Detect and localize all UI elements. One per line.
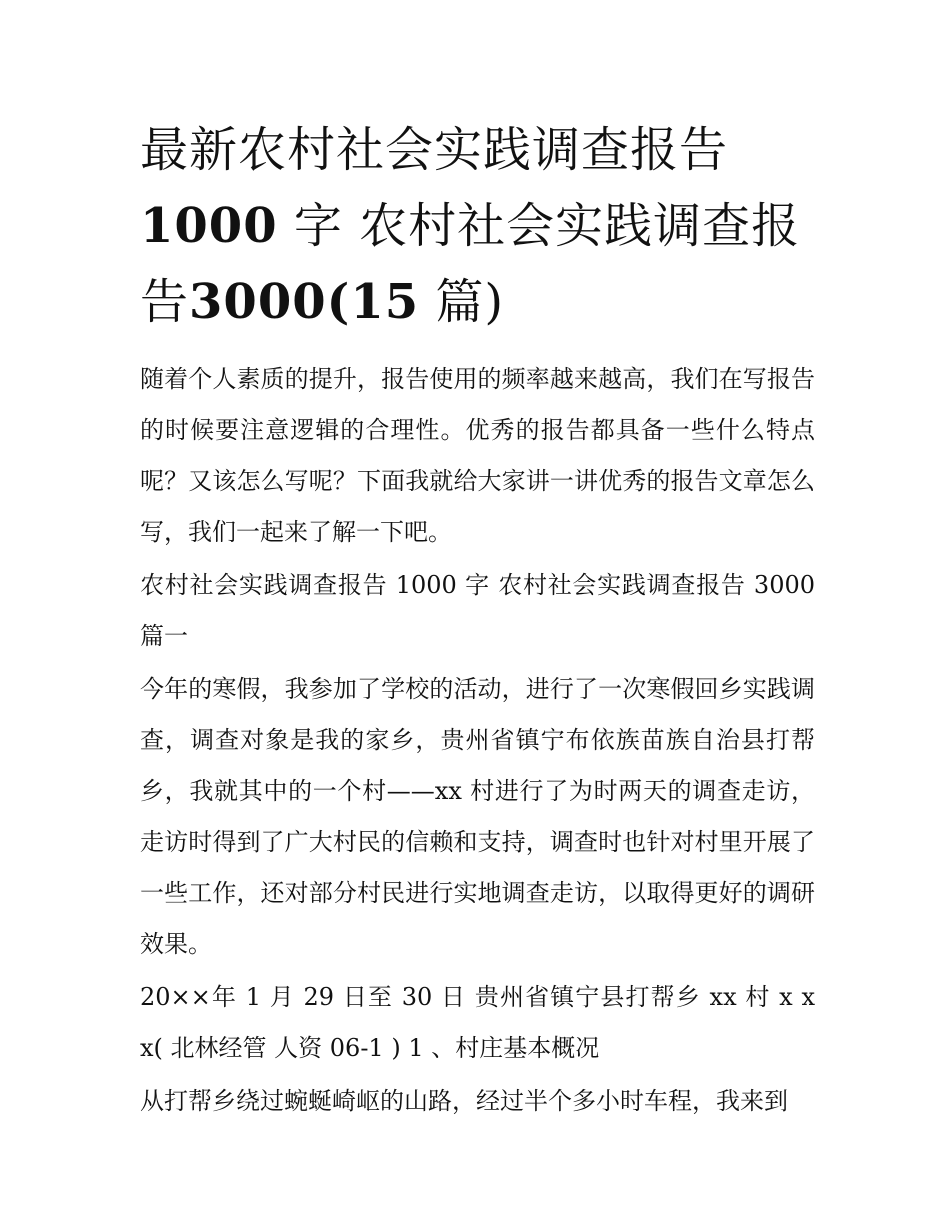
document-title — [140, 112, 815, 340]
closing-line: 从打帮乡绕过蜿蜒崎岖的山路，经过半个多小时车程，我来到 — [140, 1087, 788, 1115]
section-subtitle: 农村社会实践调查报告 1000 字 农村社会实践调查报告 3000 篇一 — [140, 571, 815, 650]
body-paragraph: 今年的寒假，我参加了学校的活动，进行了一次寒假回乡实践调查，调查对象是我的家乡，贵州省镇宁布依族苗族自治县打帮乡，我就其中的一个村——xx 村进行了为时两天的调查走访，走访时得到了广大村民的信赖和支持，调查时也针对村里开展了一些工作，还对部分村民进行实地调查走访，以取得更好的调研效果。 — [140, 675, 815, 958]
document-content — [140, 112, 815, 1127]
title-text-part-1: 最新农村社会实践调查报告 — [140, 122, 729, 178]
title-text-part-3: 篇) — [419, 274, 505, 330]
title-text-part-2: 字 农村社会实践调查报告 — [140, 198, 801, 330]
title-number-3000: 3000(15 — [189, 274, 420, 330]
date-location-line: 20××年 1 月 29 日至 30 日 贵州省镇宁县打帮乡 xx 村 x x x( 北林经管 人资 06-1 ) 1 、村庄基本概况 — [140, 983, 815, 1062]
intro-paragraph: 随着个人素质的提升，报告使用的频率越来越高，我们在写报告的时候要注意逻辑的合理性。优秀的报告都具备一些什么特点呢？又该怎么写呢？下面我就给大家讲一讲优秀的报告文章怎么写，我们一起来了解一下吧。 — [140, 365, 815, 546]
title-number-1000: 1000 — [140, 198, 278, 254]
